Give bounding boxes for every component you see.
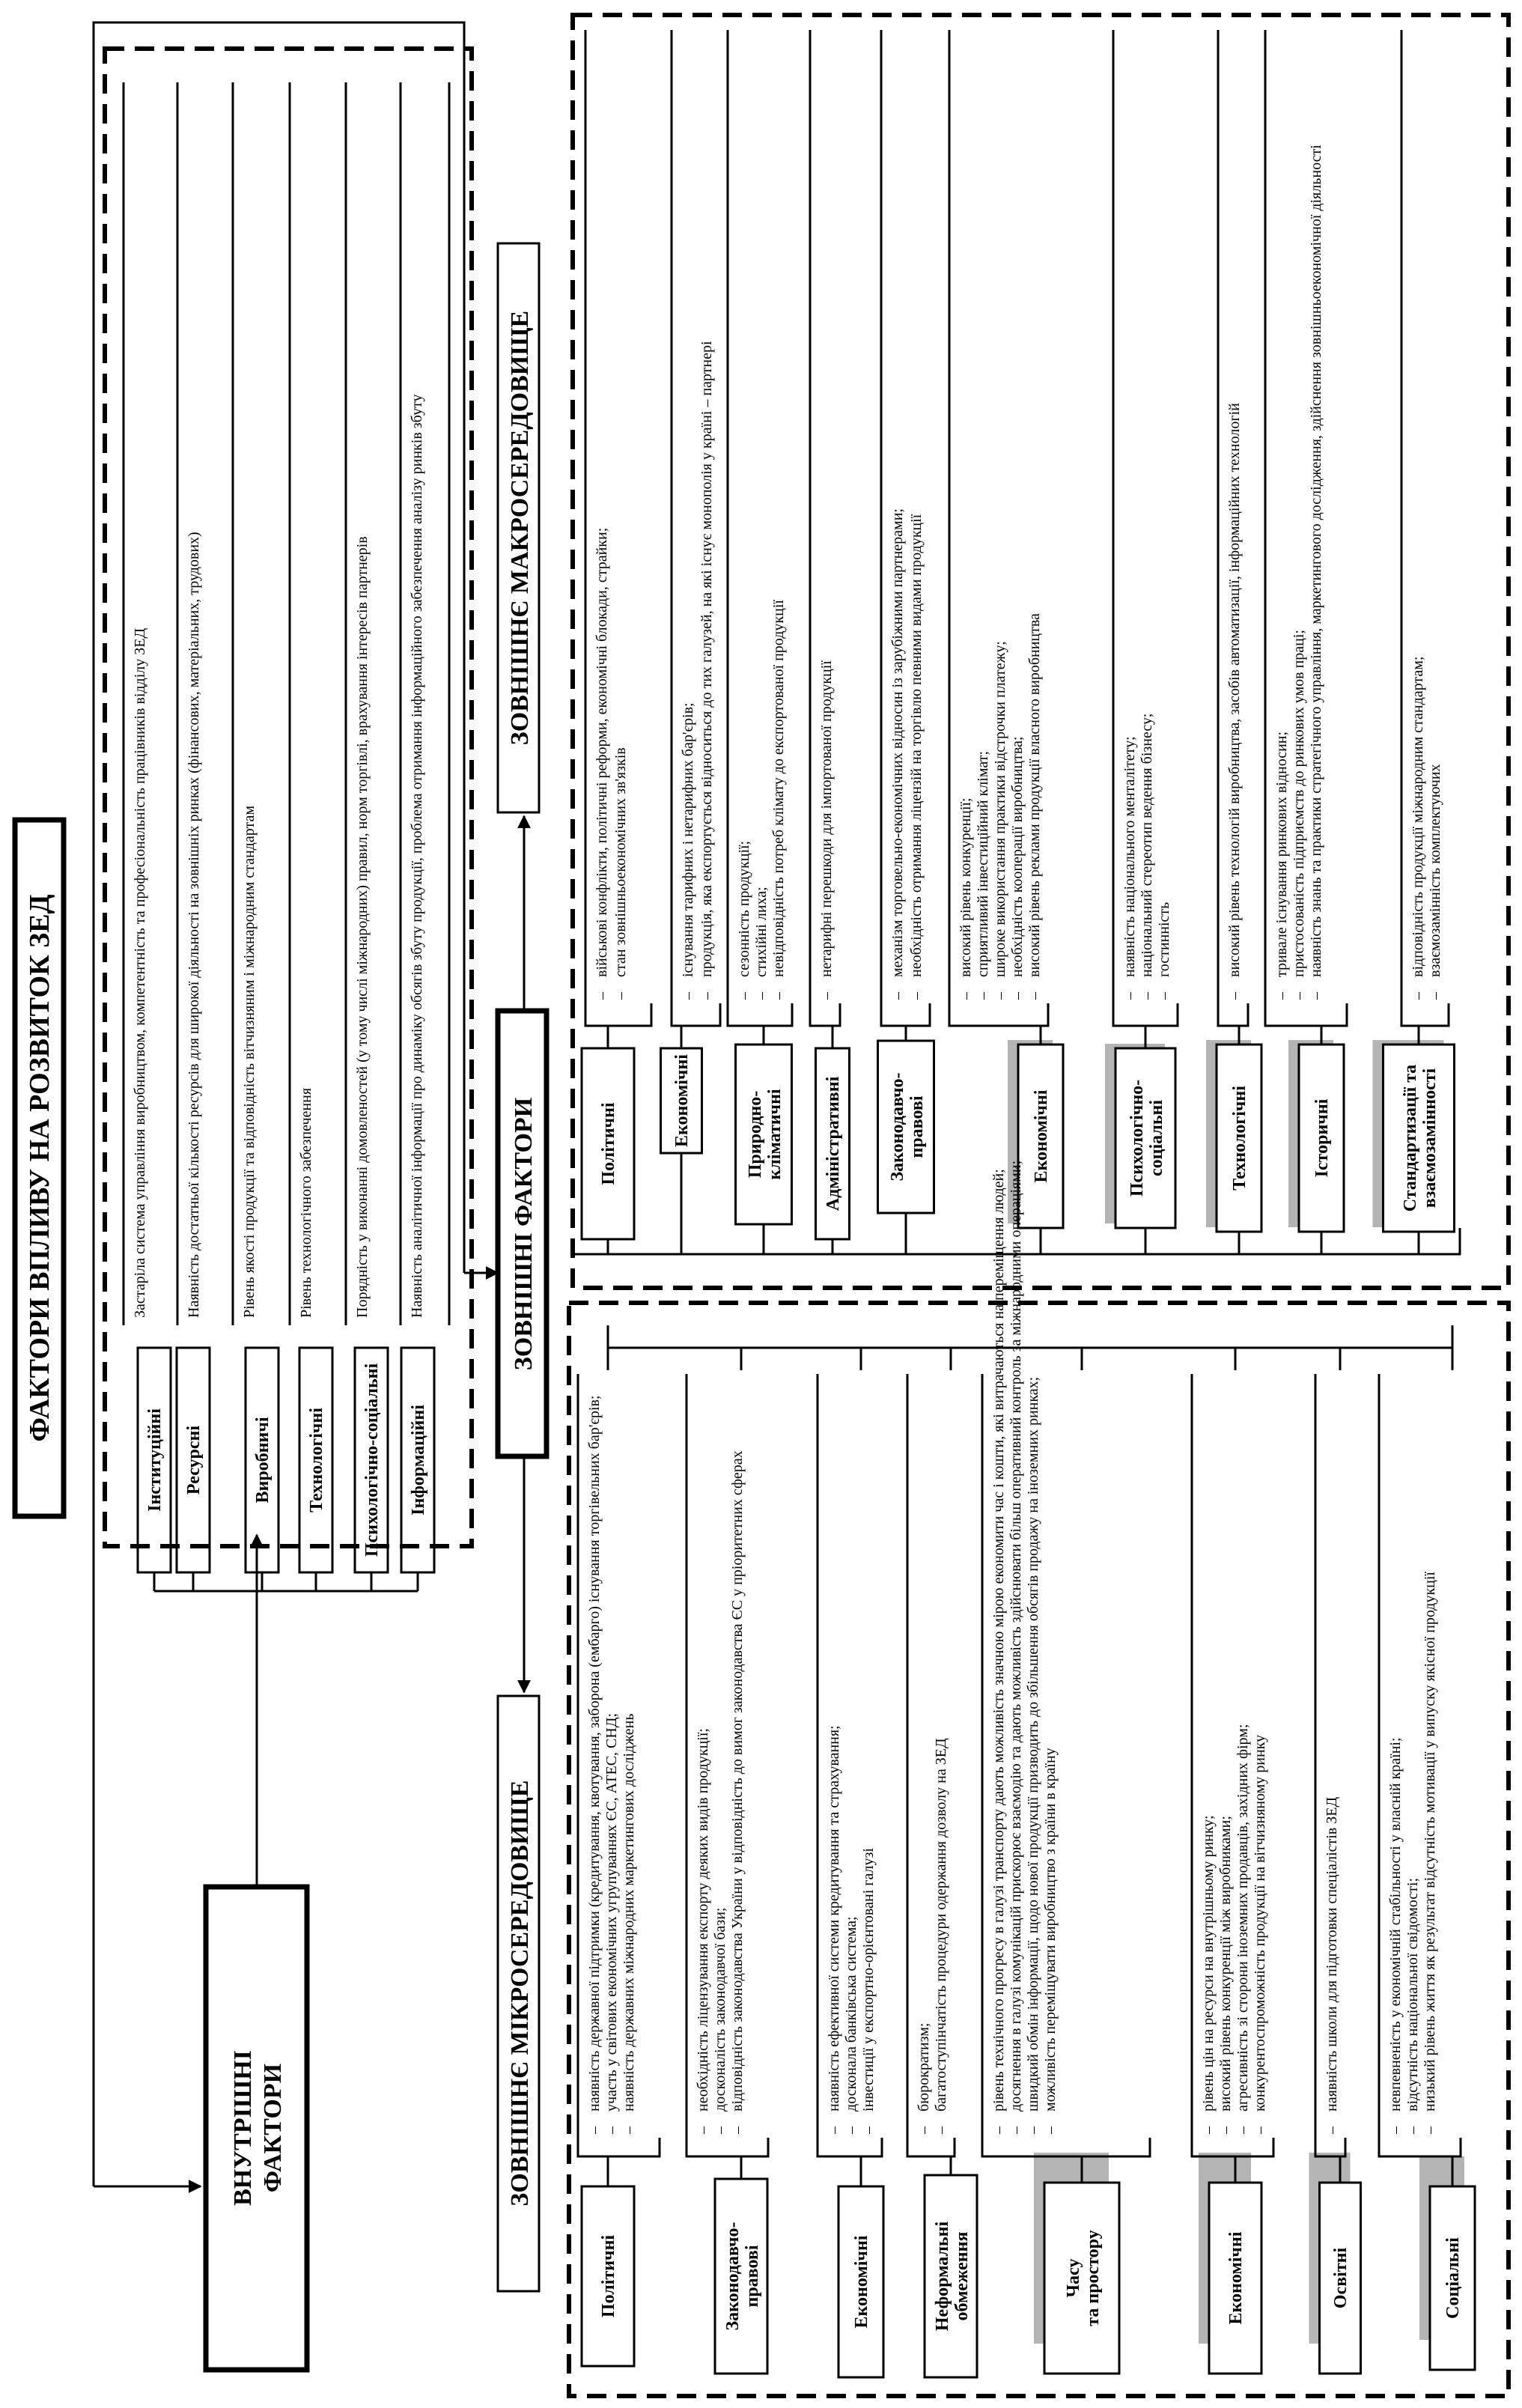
micro-item: швидкий обмін інформації, щодо нової продукції призводить до збільшення обсягів продажу на іноземних ринках; [1025,1376,1041,2111]
macro-item: високий рівень реклами продукції власного виробництва [1026,613,1043,977]
micro-category-name: Економічні [852,2235,871,2329]
macro-item: національний стереотип ведення бізнесу; [1139,713,1155,977]
macro-category-name: Технологічні [1230,1086,1249,1191]
item-dash: – [1156,992,1172,1000]
external-factors-label: ЗОВНІШНІ ФАКТОРИ [510,1097,538,1371]
micro-rail [608,1325,1452,1348]
macro-item: сезонність продукції; [736,840,752,977]
macro-items-bracket [585,1003,651,1026]
micro-item: бюрократизм; [916,2022,932,2111]
item-dash: – [889,992,906,1000]
macro-item: необхідність кооперації виробництва; [1009,736,1026,977]
macro-category-name: Економічні [672,1054,692,1147]
macro-item: взаємозамінність комплектуючих [1427,764,1443,977]
item-dash: – [770,992,787,1000]
item-dash: – [1200,2126,1217,2134]
internal-factors-label-2: ФАКТОРИ [259,2063,287,2193]
item-dash: – [975,992,991,1000]
micro-item: багатоступінчатість процедури одержання дозволу на ЗЕД [933,1738,949,2111]
item-dash: – [1025,2126,1041,2134]
micro-item: відсутність національної свідомості; [1404,1877,1421,2111]
item-dash: – [1422,2126,1438,2134]
macro-item: пристосованість підприємств до ринкових умов праці; [1291,630,1307,977]
micro-item: необхідність ліцензування експорту деяких видів продукції; [695,1728,711,2111]
item-dash: – [712,2126,728,2134]
micro-item: досконала банківська система; [843,1916,859,2111]
item-dash: – [1252,2126,1268,2134]
item-dash: – [1139,992,1155,1000]
internal-category-name: Психологічно-соціальні [362,1363,382,1557]
internal-category-name: Інституційні [145,1408,165,1512]
item-dash: – [1410,992,1426,1000]
macro-category-name-line1: Природно- [746,1090,765,1179]
item-dash: – [826,2126,842,2134]
item-dash: – [1427,992,1443,1000]
macro-items-bracket [949,1003,1048,1026]
item-dash: – [1324,2126,1340,2134]
item-dash: – [1387,2126,1404,2134]
item-dash: – [1235,2126,1251,2134]
internal-category-text: Рівень якості продукції та відповідність вітчизняним і міжнародним стандартам [241,806,258,1318]
macro-category-name-line1: Стандартизації та [1401,1064,1420,1212]
macro-category-name: Політичні [599,1102,618,1185]
macro-item: механізм торговельно-економічних відносин із зарубіжними партнерами; [889,508,906,977]
macro-items-bracket [1113,1003,1178,1026]
item-dash: – [736,992,752,1000]
item-dash: – [612,992,629,1000]
item-dash: – [698,992,715,1000]
item-dash: – [753,992,770,1000]
macro-category-name-line2: правові [907,1095,927,1158]
micro-item: участь у світових економічних угрупуваннях ЄС, АТЕС, СНД; [603,1712,620,2111]
item-dash: – [1121,992,1138,1000]
micro-item: наявність ефективної системи кредитування та страхування; [826,1725,842,2111]
micro-item: конкурентоспроможність продукції на вітчизняному ринку [1252,1734,1268,2111]
macro-items-bracket [881,1003,930,1026]
micro-items-bracket [818,2138,882,2156]
micro-item: наявність державної підтримки (кредитування, квотування, заборона (ембарго) існування торгівельних бар'єрів; [586,1395,603,2111]
micro-item: досконалість законодавчої бази; [712,1907,728,2111]
macro-item: тривале існування ринкових відносин; [1273,731,1290,977]
macro-item: високий рівень технологій виробництва, засобів автоматизації, інформаційних технологій [1226,403,1243,977]
macro-item: гостинність [1156,902,1172,977]
micro-item: відповідність законодавства України у відповідність до вимог законодавства ЄС у пріоритетних сферах [729,1450,746,2111]
item-dash: – [1291,992,1307,1000]
micro-items-bracket [1379,2138,1461,2156]
macro-item: сприятливий інвестиційний клімат; [975,750,991,977]
micro-category-name: Економічні [1226,2231,1246,2325]
micro-category-name-line2: правові [743,2245,762,2308]
item-dash: – [908,992,925,1000]
internal-categories [124,82,449,1658]
item-dash: – [1026,992,1043,1000]
macro-items-bracket [672,1003,720,1026]
item-dash: – [603,2126,620,2134]
macro-item: високий рівень конкуренції; [958,797,974,977]
macro-items-bracket [1401,1003,1449,1026]
micro-item: високий рівень конкуренції між виробниками; [1217,1816,1234,2111]
diagram-title: ФАКТОРИ ВПЛИВУ НА РОЗВИТОК ЗЕД [24,894,55,1442]
item-dash: – [695,2126,711,2134]
internal-category-name: Технологічні [307,1408,326,1512]
internal-category-name: Ресурсні [184,1425,204,1495]
item-dash: – [818,992,835,1000]
micro-item: рівень технічного прогресу в галузі транспорту дають можливість значною мірою економити час і кошти, які витрачаються на переміщення людей; [990,1169,1007,2111]
item-dash: – [729,2126,746,2134]
macro-category-name: Історичні [1312,1098,1332,1178]
internal-category-text: Застаріла система управління виробництвом, компетентність та професіональність працівників відділу ЗЕД [132,627,148,1318]
macro-item: широке використання практики відстрочки платежу; [992,641,1008,977]
internal-category-name: Інформаційні [409,1405,428,1515]
macro-item: стихійні лиха; [753,887,770,977]
macro-item: невідповідність потреб клімату до експортованої продукції [770,600,787,977]
macro-category-name: Адміністративні [824,1076,843,1211]
macro-item: необхідність отримання ліцензій на торгівлю певними видами продукції [908,514,925,977]
macro-item: існування тарифних і нетарифних бар'єрів; [680,702,696,977]
micro-category-name-line1: Законодавчо- [723,2222,743,2331]
item-dash: – [958,992,974,1000]
micro-item: наявність державних міжнародних маркетингових досліджень [621,1713,637,2111]
micro-category-name-line1: Часу [1064,2258,1083,2298]
item-dash: – [621,2126,637,2134]
item-dash: – [594,992,610,1000]
micro-category-name-line2: та простору [1083,2230,1103,2326]
macro-item: наявність знань та практики стратегічного управління, маркетингового дослідження, здійснення зовнішньоекономічної діяльності [1308,145,1324,977]
micro-category-name: Політичні [599,2234,618,2318]
macro-item: продукція, яка експортується відноситься до тих галузей, на які існує монополія у країні – партнері [698,341,715,977]
micro-item: рівень цін на ресурси на внутрішньому ринку; [1200,1815,1217,2111]
macro-item: стан зовнішньоекономічних зв'язків [612,747,629,977]
macro-category-name-line1: Психологічно- [1127,1079,1147,1197]
micro-item: можливість переміщувати виробництво з країни в країну [1042,1748,1059,2111]
macro-items-bracket [1218,1003,1248,1026]
item-dash: – [1009,992,1026,1000]
macro-category-name: Економічні [1032,1089,1051,1183]
micro-category-name-line2: обмеження [952,2231,972,2321]
micro-item: низький рівень життя як результат відсутність мотивації у випуску якісної продукції [1422,1572,1438,2111]
macro-items-bracket [728,1003,792,1026]
macro-category-name-line2: соціальні [1147,1099,1166,1177]
item-dash: – [586,2126,603,2134]
micro-item: невпевненість у економічній стабільності у власній країні; [1387,1737,1404,2111]
item-dash: – [990,2126,1007,2134]
micro-item: наявність школи для підготовки спеціалістів ЗЕД [1324,1796,1340,2111]
item-dash: – [933,2126,949,2134]
micro-category-name-line1: Неформальні [933,2221,952,2332]
macro-category-name-line1: Законодавчо- [888,1072,907,1182]
internal-category-text: Порядність у виконанні домовленостей (у тому числі міжнародних) правил, норм торгівлі, врахування інтересів партнерів [354,536,371,1318]
item-dash: – [860,2126,877,2134]
macro-items-bracket [810,1003,840,1026]
macro-environment-label: ЗОВНІШНЄ МАКРОСЕРЕДОВИЩЕ [506,310,534,746]
micro-item: інвестиції у експортно-орієнтовані галузі [860,1848,877,2111]
item-dash: – [843,2126,859,2134]
item-dash: – [1217,2126,1234,2134]
macro-item: військові конфлікти, політичні реформи, економічні блокади, страйки; [594,527,610,977]
internal-category-text: Рівень технологічного забезпечення [298,1087,314,1318]
internal-category-text: Наявність достатньої кількості ресурсів для широкої діяльності на зовнішніх ринках (фінансових, матеріальних, трудових) [186,532,202,1318]
item-dash: – [1226,992,1243,1000]
micro-items-bracket [907,2138,955,2156]
micro-item: агресивність зі сторони іноземних продавців, західних фірм; [1235,1724,1251,2111]
item-dash: – [1404,2126,1421,2134]
internal-category-text: Наявність аналітичної інформації про динаміку обсягів збуту продукції, проблема отримання інформаційного забезпечення аналізу ринків збуту [409,394,425,1318]
micro-category-name: Освітні [1331,2247,1351,2309]
micro-environment-label: ЗОВНІШНЄ МІКРОСЕРЕДОВИЩЕ [506,1780,534,2207]
micro-category-name: Соціальні [1443,2237,1463,2319]
micro-items-bracket [578,2138,660,2156]
item-dash: – [1042,2126,1059,2134]
macro-items-bracket [1265,1003,1347,1026]
item-dash: – [1008,2126,1024,2134]
macro-category-name-line2: кліматичні [765,1089,785,1180]
item-dash: – [680,992,696,1000]
macro-item: наявність національного менталітету; [1121,736,1138,977]
internal-factors-label-1: ВНУТРІШНІ [229,2050,257,2206]
micro-item: досягнення в галузі комунікацій прискорює взаємодію та дають можливість здійснювати більш оперативний контроль за міжнародними операціями; [1008,1160,1024,2111]
item-dash: – [1308,992,1324,1000]
item-dash: – [1273,992,1290,1000]
macro-category-name-line2: взаємозамінності [1420,1068,1440,1208]
macro-item: відповідність продукції міжнародним стандартам; [1410,656,1426,977]
item-dash: – [916,2126,932,2134]
internal-category-name: Виробничі [253,1417,273,1504]
item-dash: – [992,992,1008,1000]
micro-items-bracket [687,2138,768,2156]
macro-item: нетарифні перешкоди для імпортованої продукції [818,660,835,977]
